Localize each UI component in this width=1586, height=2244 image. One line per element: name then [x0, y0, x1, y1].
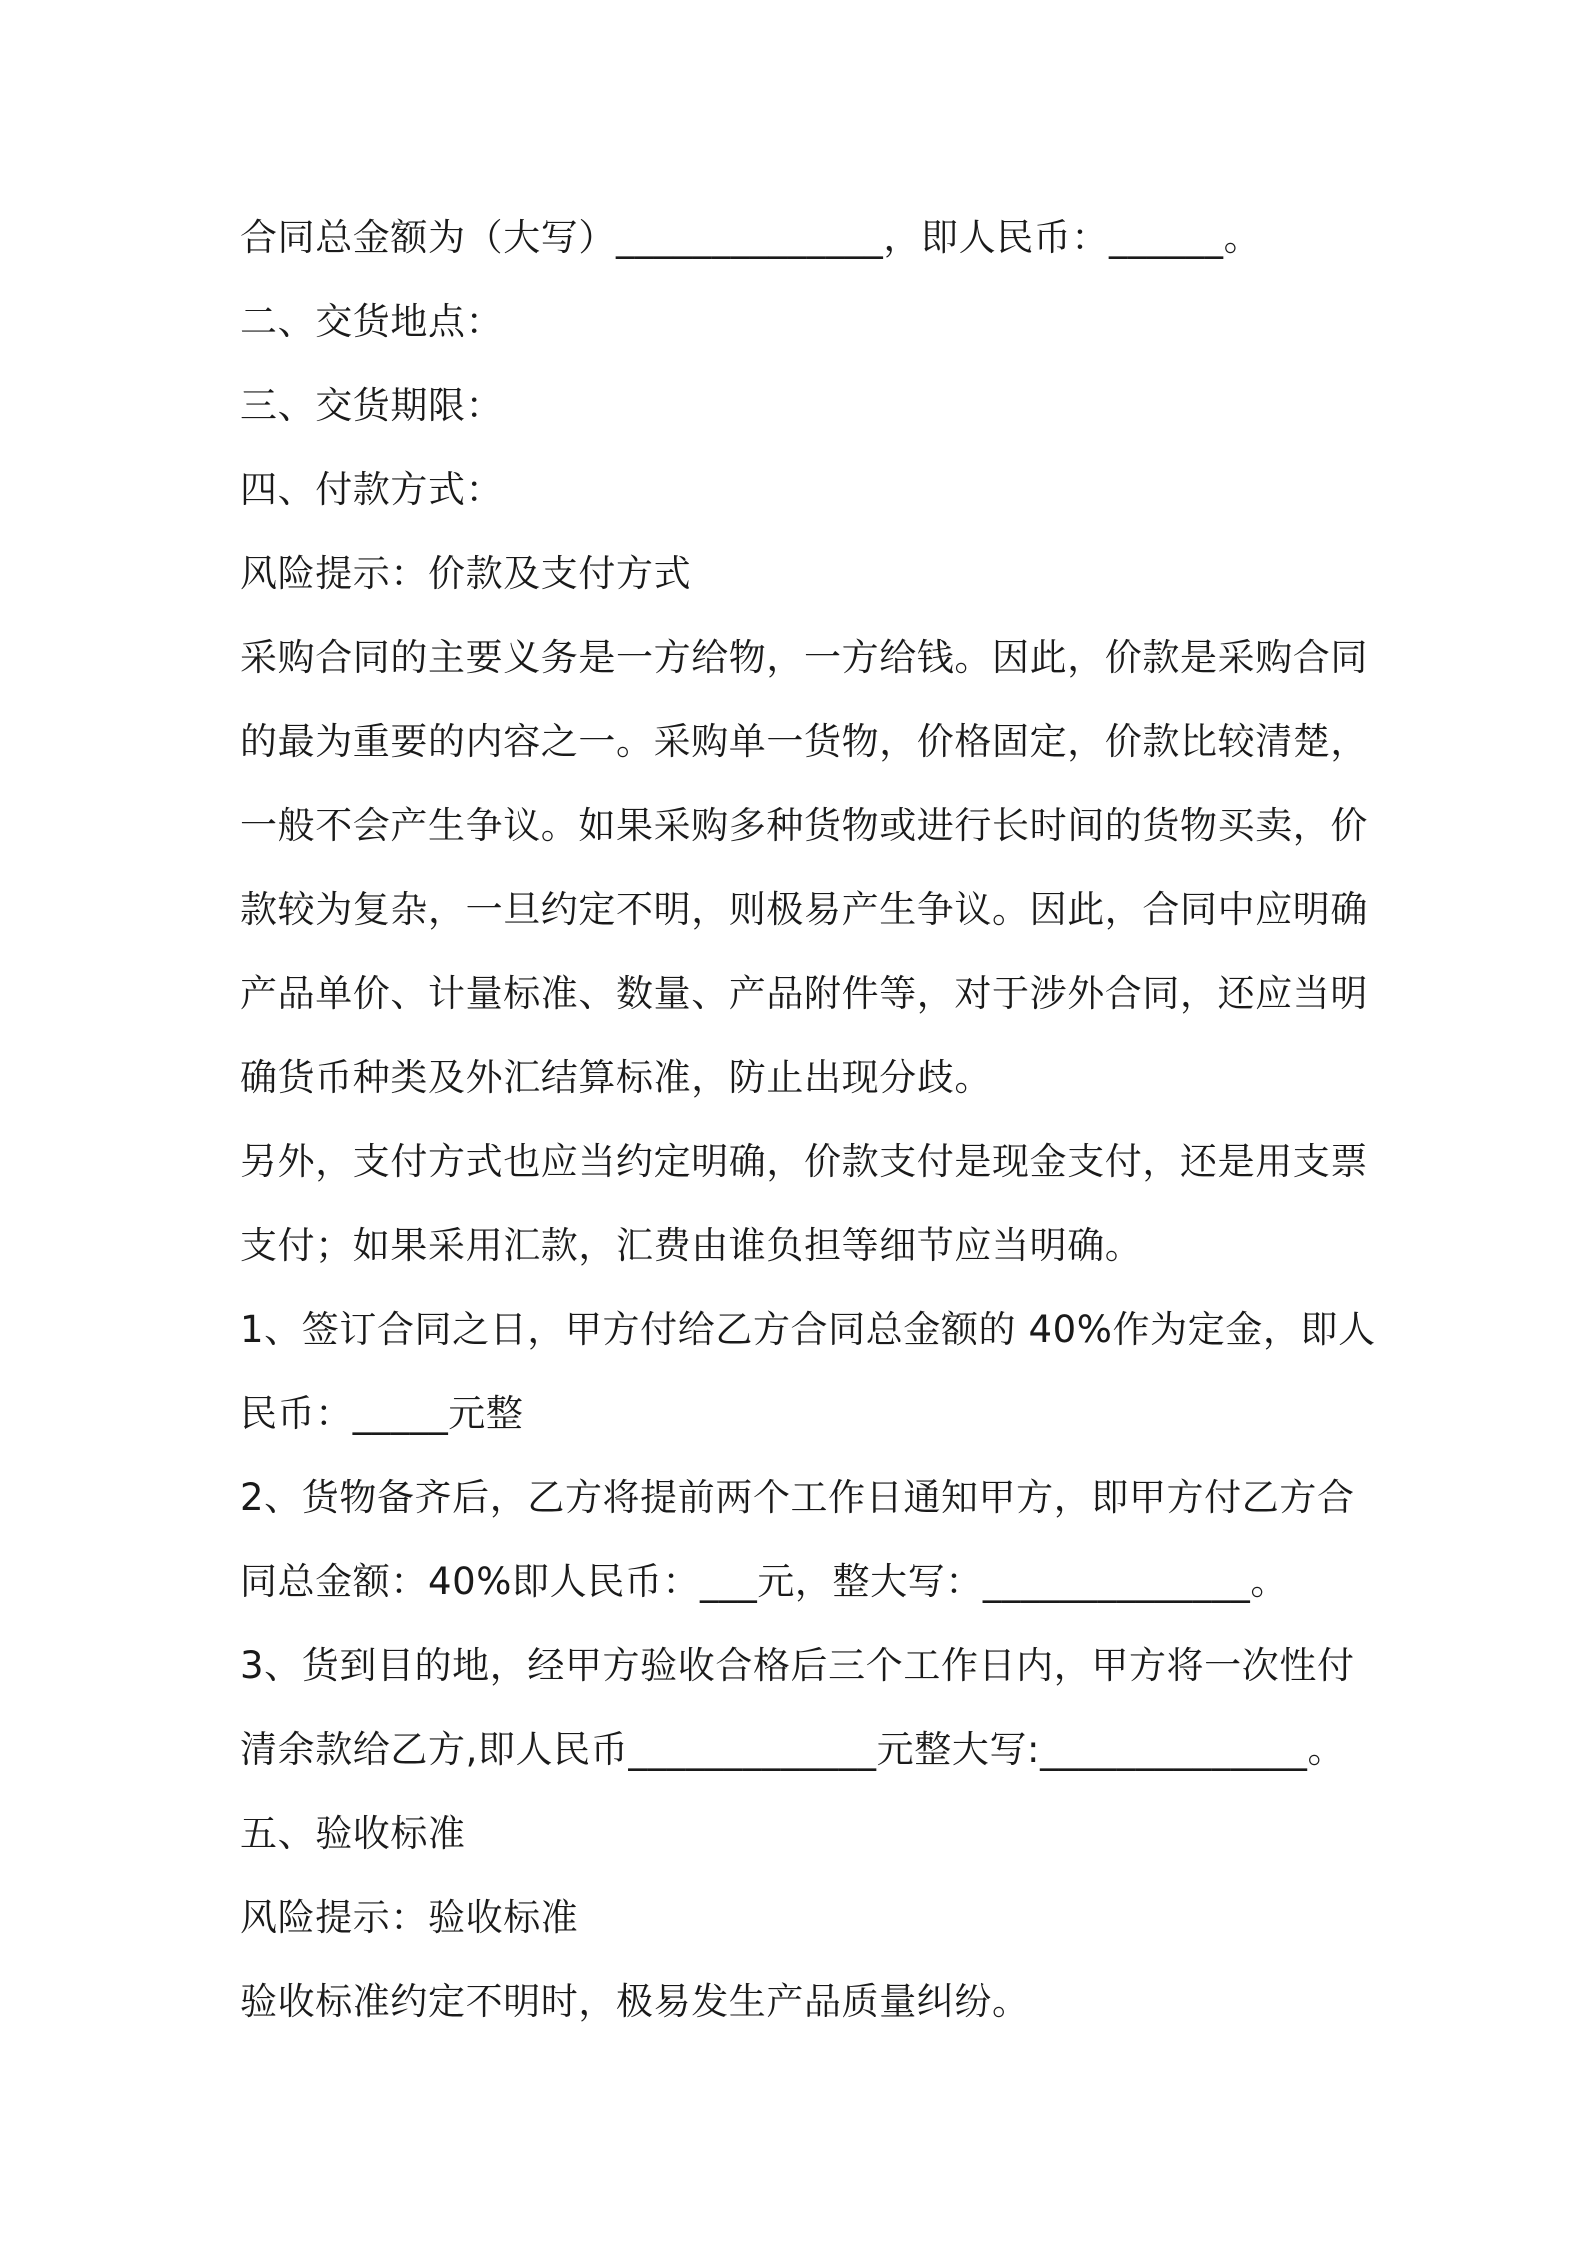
- payment-clause-2-cont: 同总金额：40%即人民币：___元，整大写：______________。: [240, 1560, 1288, 1603]
- paragraph-line: 的最为重要的内容之一。采购单一货物，价格固定，价款比较清楚，: [240, 720, 1368, 763]
- payment-clause-3: 3、货到目的地，经甲方验收合格后三个工作日内，甲方将一次性付: [240, 1644, 1355, 1687]
- paragraph-line: 确货币种类及外汇结算标准，防止出现分歧。: [240, 1056, 992, 1099]
- section-payment-method: 四、付款方式：: [240, 468, 504, 511]
- paragraph-line: 验收标准约定不明时，极易发生产品质量纠纷。: [240, 1980, 1030, 2023]
- risk-notice-payment-heading: 风险提示：价款及支付方式: [240, 552, 692, 595]
- section-acceptance-standard: 五、验收标准: [240, 1812, 466, 1855]
- paragraph-line: 另外，支付方式也应当约定明确，价款支付是现金支付，还是用支票: [240, 1140, 1368, 1183]
- payment-clause-1: 1、签订合同之日，甲方付给乙方合同总金额的 40%作为定金，即人: [240, 1308, 1376, 1351]
- payment-clause-1-cont: 民币：_____元整: [240, 1392, 524, 1435]
- payment-clause-3-cont: 清余款给乙方,即人民币_____________元整大写:______________。: [240, 1728, 1346, 1771]
- risk-notice-acceptance-heading: 风险提示：验收标准: [240, 1896, 579, 1939]
- paragraph-line: 一般不会产生争议。如果采购多种货物或进行长时间的货物买卖，价: [240, 804, 1368, 847]
- payment-clause-2: 2、货物备齐后，乙方将提前两个工作日通知甲方，即甲方付乙方合: [240, 1476, 1355, 1519]
- contract-total-amount-line: 合同总金额为（大写）______________，即人民币：______。: [240, 216, 1262, 259]
- paragraph-line: 支付；如果采用汇款，汇费由谁负担等细节应当明确。: [240, 1224, 1143, 1267]
- document-body: [240, 196, 1376, 2044]
- section-delivery-deadline: 三、交货期限：: [240, 384, 504, 427]
- section-delivery-location: 二、交货地点：: [240, 300, 504, 343]
- paragraph-line: 产品单价、计量标准、数量、产品附件等，对于涉外合同，还应当明: [240, 972, 1368, 1015]
- paragraph-line: 款较为复杂，一旦约定不明，则极易产生争议。因此，合同中应明确: [240, 888, 1368, 931]
- paragraph-line: 采购合同的主要义务是一方给物，一方给钱。因此，价款是采购合同: [240, 636, 1368, 679]
